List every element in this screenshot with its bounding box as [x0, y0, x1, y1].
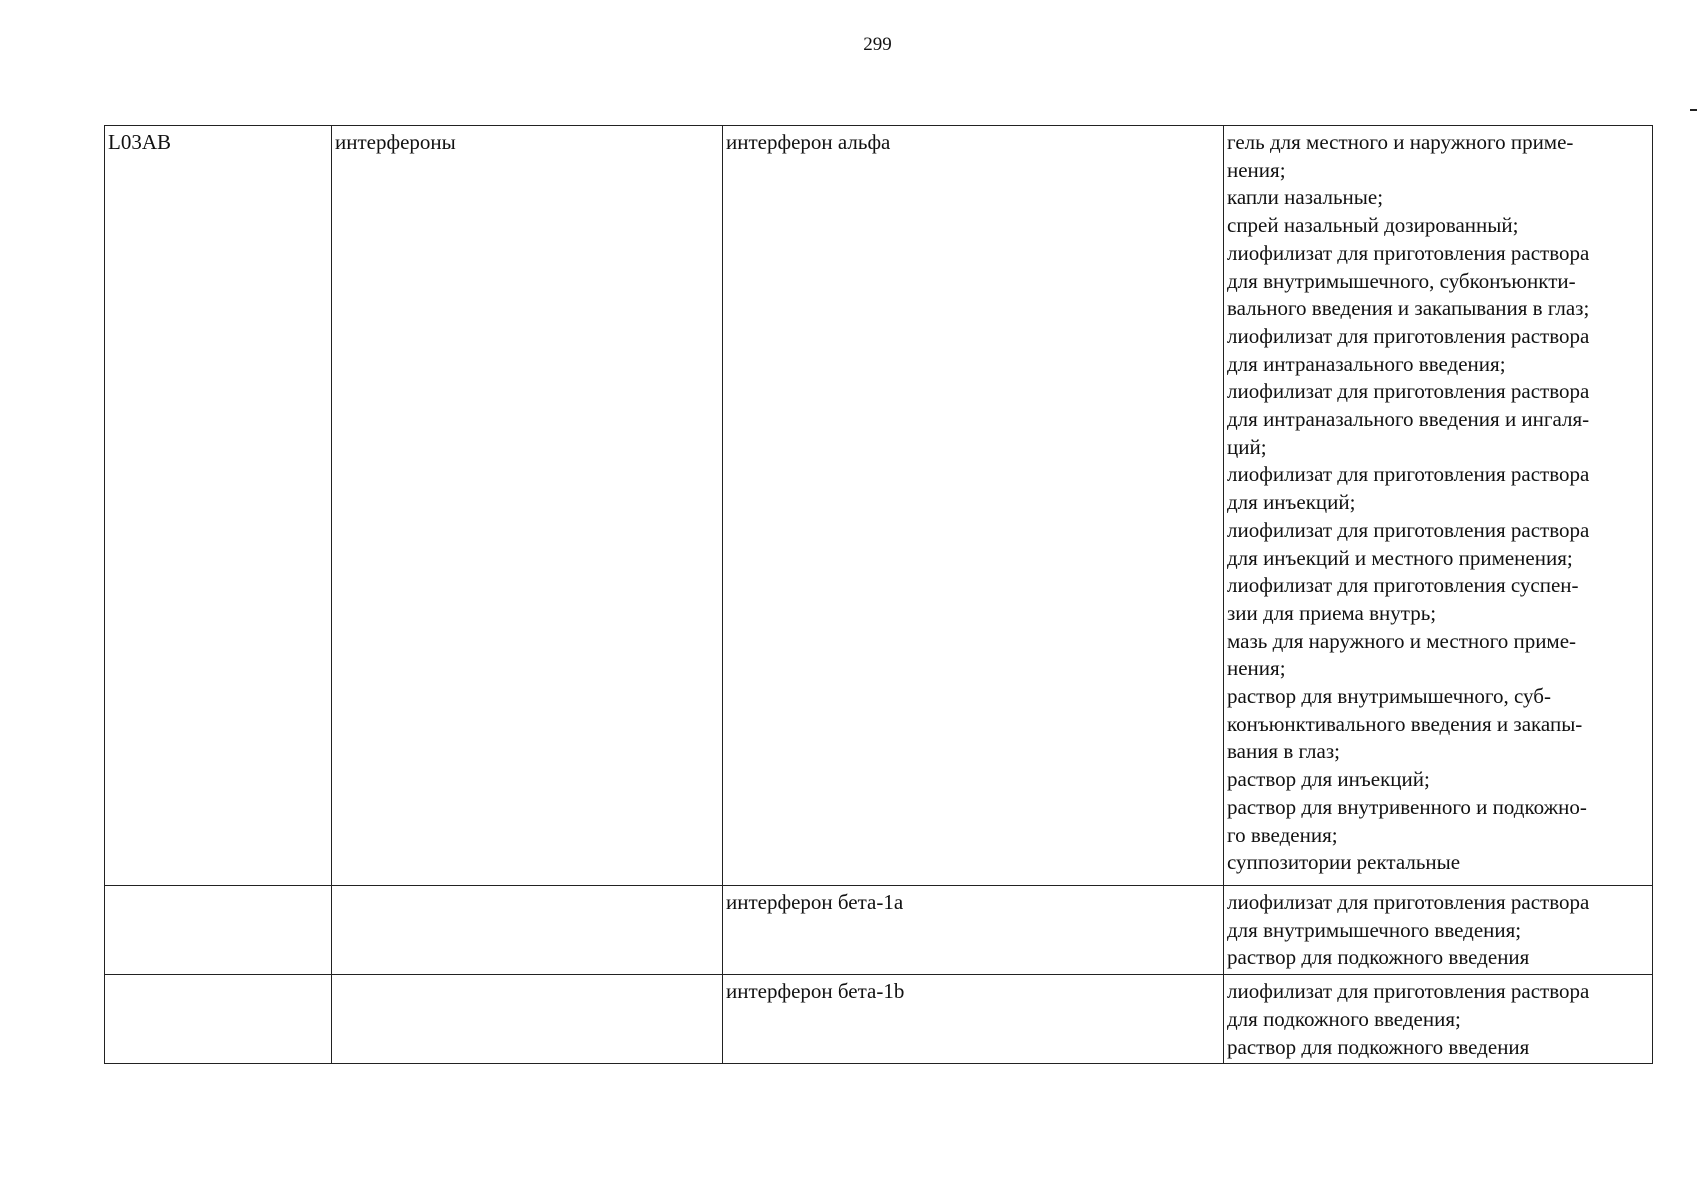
- page-number: 299: [863, 34, 892, 55]
- dosage-forms-cell: гель для местного и наружного приме- нения; капли назальные; спрей назальный дозированный; лиофилизат для приготовления раствора для внутримышечного, субконъюнкти- вального введения и закапывания в глаз; лиофилизат для приготовления раствора для интраназального введения; лиофилизат для приготовления раствора для интраназального введения и ингаля- ций; лиофилизат для приготовления раствора для инъекций; лиофилизат для приготовления раствора для инъекций и местного применения; лиофилизат для приготовления суспен- зии для приема внутрь; мазь для наружного и местного приме- нения; раствор для внутримышечного, суб- конъюнктивального введения и закапы- вания в глаз; раствор для инъекций; раствор для внутривенного и подкожно- го введения; суппозитории ректальные: [1224, 126, 1653, 886]
- drug-table: [104, 125, 1653, 1064]
- table-row: [105, 126, 1653, 886]
- margin-mark: [1690, 109, 1697, 111]
- table-row: [105, 886, 1653, 975]
- table-row: [105, 975, 1653, 1064]
- group-cell: [332, 975, 723, 1064]
- drug-cell: интерферон альфа: [723, 126, 1224, 886]
- atc-code-cell: [105, 975, 332, 1064]
- atc-code-cell: [105, 886, 332, 975]
- atc-code-cell: L03AB: [105, 126, 332, 886]
- drug-cell: интерферон бета-1a: [723, 886, 1224, 975]
- group-cell: интерфероны: [332, 126, 723, 886]
- group-cell: [332, 886, 723, 975]
- dosage-forms-cell: лиофилизат для приготовления раствора для внутримышечного введения; раствор для подкожного введения: [1224, 886, 1653, 975]
- drug-cell: интерферон бета-1b: [723, 975, 1224, 1064]
- dosage-forms-cell: лиофилизат для приготовления раствора для подкожного введения; раствор для подкожного введения: [1224, 975, 1653, 1064]
